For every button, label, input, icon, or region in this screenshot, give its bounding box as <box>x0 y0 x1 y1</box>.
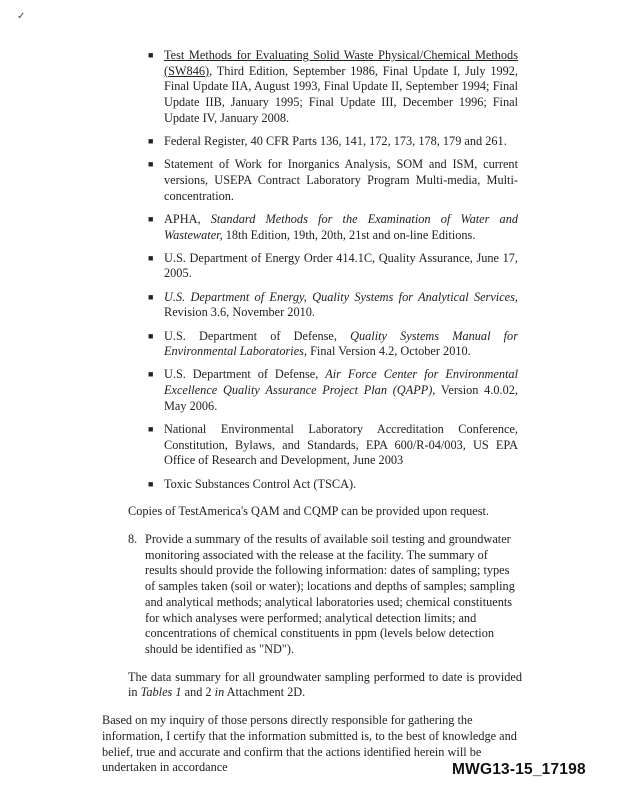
list-item <box>148 157 518 204</box>
text-segment: , Final Version 4.2, October 2010. <box>303 344 471 359</box>
text-segment: Version 4.0.02, May 2006. <box>164 383 518 413</box>
bullet-icon: ■ <box>148 330 154 341</box>
item-8-text: Provide a summary of the results of available soil testing and groundwater monitoring associated with the release at the facility. The summary of results should provide the following information: dates of sampling; types of samples taken (soil or water); locations and depths of samples; sampling and analytical methods; analytical laboratories used; chemical constituents for which analyses were performed; analytical detection limits; and concentrations of chemical constituents in ppm (levels below detection should be identified as "ND"). <box>145 532 515 656</box>
italic-title: in <box>214 685 225 700</box>
italic-title: Standard Methods for the Examination of Water and Wastewater, <box>164 211 518 242</box>
certification-paragraph: Based on my inquiry of those persons directly responsible for gathering the information, I certify that the information submitted is, to the best of knowledge and belief, true and accurate and confirm that the actions identified herein will be undertaken in accordance <box>102 713 517 775</box>
list-item <box>148 477 518 493</box>
text-segment: Toxic Substances Control Act (TSCA). <box>164 476 357 491</box>
list-item <box>148 329 518 360</box>
copies-paragraph: Copies of TestAmerica's QAM and CQMP can be provided upon request. <box>128 504 489 519</box>
text-segment: Federal Register, 40 CFR Parts 136, 141, 172, 173, 178, 179 and 261. <box>164 134 507 149</box>
document-id: MWG13-15_17198 <box>452 761 586 778</box>
document-body <box>0 48 618 776</box>
text-segment: , Third Edition, September 1986, Final Update I, July 1992, Final Update IIA, August 1993, Final Update II, September 1994; Final Update IIB, January 1995; Final Update III, December 1996; Final Update IV, January 2008. <box>164 63 518 125</box>
text-segment: The data summary for all groundwater sampling performed to date is provided in <box>128 669 522 700</box>
text-segment: National Environmental Laboratory Accreditation Conference, Constitution, Bylaws, and Standards, EPA 600/R-04/003, US EPA Office of Research and Development, June 2003 <box>164 422 518 468</box>
italic-title: U.S. Department of Energy, Quality Systems for Analytical Services, <box>164 289 518 304</box>
item-8 <box>128 532 522 658</box>
text-segment: APHA, <box>164 211 211 226</box>
bullet-icon: ■ <box>148 424 154 435</box>
list-item-text <box>164 367 518 414</box>
italic-title: Tables 1 <box>140 685 182 700</box>
list-item-text <box>164 48 518 127</box>
text-segment: Attachment 2D. <box>224 685 306 700</box>
item-number: 8. <box>128 532 138 547</box>
list-item <box>148 367 518 414</box>
text-segment: U.S. Department of Energy Order 414.1C, Quality Assurance, June 17, 2005. <box>164 250 518 281</box>
list-item-text <box>164 477 518 493</box>
bullet-icon: ■ <box>148 369 154 380</box>
check-mark-icon: ✓ <box>17 11 26 22</box>
list-item <box>148 251 518 282</box>
underlined-title: Test Methods for Evaluating Solid Waste Physical/Chemical Methods (SW846) <box>164 48 518 78</box>
list-item-text <box>164 134 518 150</box>
list-item <box>148 134 518 150</box>
list-item-text <box>164 290 518 321</box>
text-segment: and 2 <box>181 685 215 700</box>
data-summary-paragraph <box>128 670 522 701</box>
list-item-text <box>164 251 518 282</box>
text-segment: U.S. Department of Defense, <box>164 367 326 382</box>
list-item <box>148 212 518 243</box>
bullet-icon: ■ <box>148 136 154 147</box>
text-segment: Statement of Work for Inorganics Analysis, SOM and ISM, current versions, USEPA Contract Laboratory Program Multi-media, Multi-concentration. <box>164 157 518 203</box>
bullet-icon: ■ <box>148 50 154 60</box>
bullet-icon: ■ <box>148 159 154 170</box>
list-item <box>148 422 518 469</box>
list-item-text <box>164 329 518 360</box>
text-segment: Revision 3.6, November 2010. <box>164 305 315 320</box>
list-item-text <box>164 157 518 204</box>
bullet-icon: ■ <box>148 478 154 489</box>
text-segment: U.S. Department of Defense, <box>164 328 351 343</box>
bullet-icon: ■ <box>148 252 154 263</box>
italic-title: Quality Systems Manual for Environmental Laboratories <box>164 328 518 359</box>
list-item <box>148 290 518 321</box>
bullet-icon: ■ <box>148 213 154 224</box>
list-item-text <box>164 422 518 469</box>
bullet-icon: ■ <box>148 291 154 302</box>
list-item <box>148 48 518 127</box>
list-item-text <box>164 212 518 243</box>
reference-list <box>0 48 618 492</box>
italic-title: Air Force Center for Environmental Excellence Quality Assurance Project Plan (QAPP), <box>164 367 518 398</box>
text-segment: 18th Edition, 19th, 20th, 21st and on-line Editions. <box>222 227 476 242</box>
